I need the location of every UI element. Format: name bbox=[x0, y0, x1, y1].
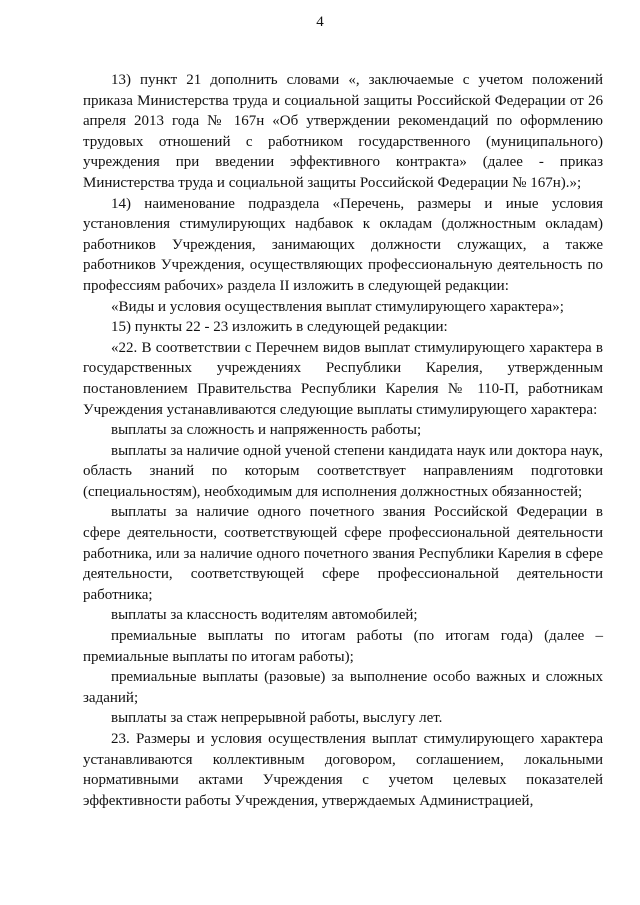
page-number: 4 bbox=[316, 14, 324, 30]
paragraph-payment-annual-bonus: премиальные выплаты по итогам работы (по итогам года) (далее – премиальные выплаты по итогам работы); bbox=[83, 628, 603, 665]
paragraph-point-22: «22. В соответствии с Перечнем видов выплат стимулирующего характера в государственных учреждениях Республики Карелия, утвержденным постановлением Правительства Республики Карелия № 110-П, работникам Учреждения устанавливаются следующие выплаты стимулирующего характера: bbox=[83, 339, 603, 418]
paragraph-payment-honorary-title: выплаты за наличие одного почетного звания Российской Федерации в сфере деятельности, соответствующей сфере профессиональной деятельности работника, или за наличие одного почетного звания Республики Карелия в сфере деятельности, соответствующей сфере профессиональной деятельности работника; bbox=[83, 504, 603, 603]
paragraph-payment-driver-class: выплаты за классность водителям автомобилей; bbox=[111, 607, 418, 624]
paragraph-payment-one-time-bonus: премиальные выплаты (разовые) за выполнение особо важных и сложных заданий; bbox=[83, 669, 603, 706]
document-body bbox=[83, 70, 603, 811]
paragraph-subsection-title: «Виды и условия осуществления выплат стимулирующего характера»; bbox=[111, 298, 564, 315]
paragraph-item-14: 14) наименование подраздела «Перечень, размеры и иные условия установления стимулирующих надбавок к окладам (должностным окладам) работников Учреждения, занимающих должности служащих, а также работников Учреждения, осуществляющих профессиональную деятельность по профессиям рабочих» раздела II изложить в следующей редакции: bbox=[83, 195, 603, 294]
paragraph-item-13: 13) пункт 21 дополнить словами «, заключаемые с учетом положений приказа Министерства труда и социальной защиты Российской Федерации от 26 апреля 2013 года № 167н «Об утверждении рекомендаций по оформлению трудовых отношений с работником государственного (муниципального) учреждения при введении эффективного контракта» (далее - приказ Министерства труда и социальной защиты Российской Федерации № 167н).»; bbox=[83, 72, 603, 191]
paragraph-payment-complexity: выплаты за сложность и напряженность работы; bbox=[111, 422, 422, 439]
paragraph-payment-academic-degree: выплаты за наличие одной ученой степени кандидата наук или доктора наук, область знаний по которым соответствует направлениям подготовки (специальностям), необходимым для исполнения должностных обязанностей; bbox=[83, 442, 603, 500]
paragraph-payment-seniority: выплаты за стаж непрерывной работы, выслугу лет. bbox=[111, 710, 443, 727]
paragraph-point-23: 23. Размеры и условия осуществления выплат стимулирующего характера устанавливаются коллективным договором, соглашением, локальными нормативными актами Учреждения с учетом целевых показателей эффективности работы Учреждения, утверждаемых Администрацией, bbox=[83, 731, 603, 809]
paragraph-item-15: 15) пункты 22 - 23 изложить в следующей редакции: bbox=[111, 319, 448, 336]
